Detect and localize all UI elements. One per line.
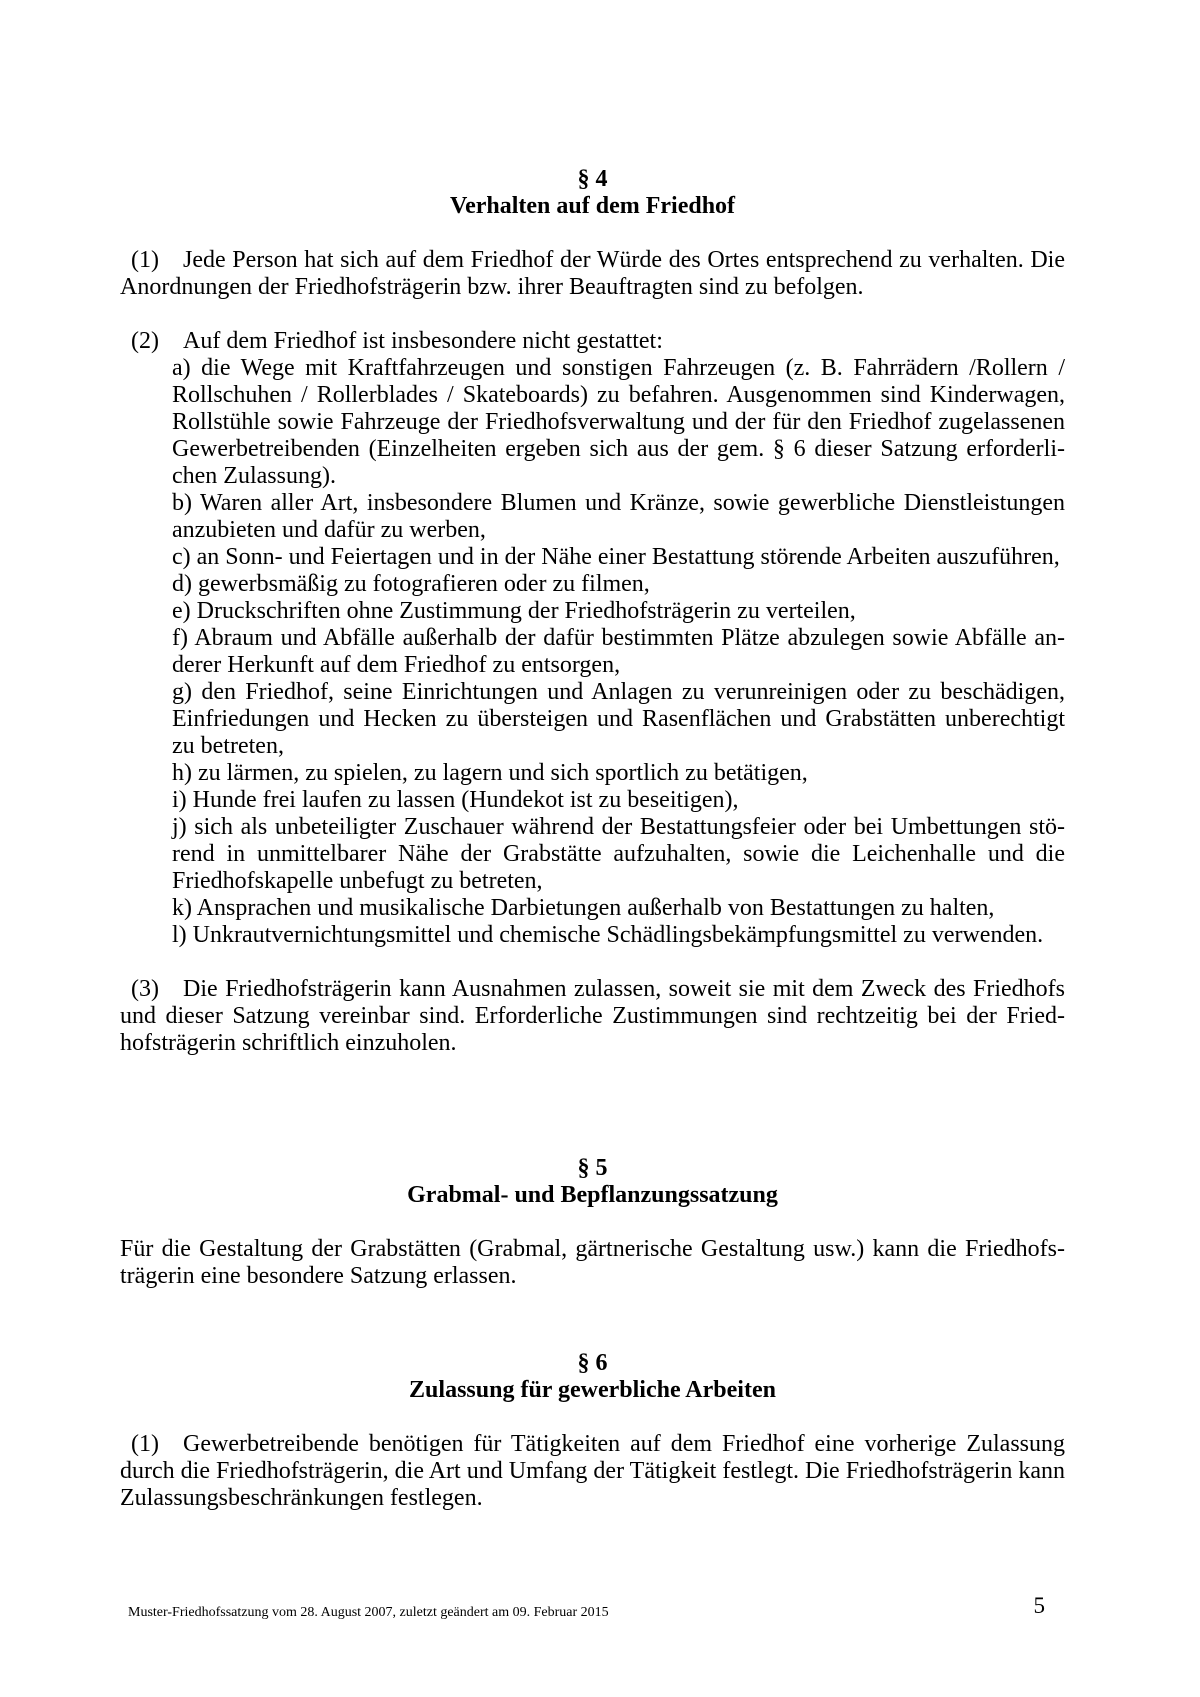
list-item-k: k) Ansprachen und musikalische Darbietungen außerhalb von Bestattungen zu halten, bbox=[172, 895, 995, 921]
list-item-i: i) Hunde frei laufen zu lassen (Hundekot ist zu beseitigen), bbox=[172, 787, 739, 813]
section-5-heading bbox=[120, 1155, 1065, 1209]
list-item-j: j) sich als unbeteiligter Zuschauer während der Bestattungsfeier oder bei Umbettungen stö-rend in unmittelbarer Nähe der Grabstätte aufzuhalten, sowie die Leichenhalle und die Friedhofskapelle unbefugt zu betreten, bbox=[172, 814, 1065, 894]
list-item-h: h) zu lärmen, zu spielen, zu lagern und sich sportlich zu betätigen, bbox=[172, 760, 808, 786]
section-4-number: § 4 bbox=[577, 166, 608, 192]
section-6-number: § 6 bbox=[577, 1350, 608, 1376]
section-4-heading bbox=[120, 166, 1065, 220]
paragraph-6-1-label: (1) bbox=[131, 1431, 159, 1457]
paragraph-6-1-text: Gewerbetreibende benötigen für Tätigkeiten auf dem Friedhof eine vorherige Zulassung durch die Friedhofsträgerin, die Art und Umfang der Tätigkeit festlegt. Die Friedhofsträgerin kann Zulassungsbeschränkungen festlegen. bbox=[120, 1431, 1065, 1511]
paragraph-4-3-label: (3) bbox=[131, 976, 159, 1002]
section-5-title: Grabmal- und Bepflanzungssatzung bbox=[407, 1182, 778, 1208]
list-item-c: c) an Sonn- und Feiertagen und in der Nähe einer Bestattung störende Arbeiten auszuführen, bbox=[172, 544, 1060, 570]
paragraph-6-1 bbox=[120, 1431, 1065, 1512]
paragraph-4-2-label: (2) bbox=[131, 328, 159, 354]
paragraph-4-3 bbox=[120, 976, 1065, 1057]
paragraph-5-1: Für die Gestaltung der Grabstätten (Grabmal, gärtnerische Gestaltung usw.) kann die Friedhofs-trägerin eine besondere Satzung erlassen. bbox=[120, 1236, 1065, 1289]
section-6-heading bbox=[120, 1350, 1065, 1404]
page-number: 5 bbox=[1033, 1593, 1045, 1618]
footer-text: Muster-Friedhofssatzung vom 28. August 2007, zuletzt geändert am 09. Februar 2015 bbox=[128, 1605, 609, 1620]
paragraph-4-2 bbox=[120, 328, 1065, 355]
section-5-number: § 5 bbox=[577, 1155, 608, 1181]
paragraph-4-1-label: (1) bbox=[131, 247, 159, 273]
list-item-l: l) Unkrautvernichtungsmittel und chemische Schädlingsbekämpfungsmittel zu verwenden. bbox=[172, 922, 1044, 948]
list-item-d: d) gewerbsmäßig zu fotografieren oder zu filmen, bbox=[172, 571, 650, 597]
list-item-f: f) Abraum und Abfälle außerhalb der dafür bestimmten Plätze abzulegen sowie Abfälle an-derer Herkunft auf dem Friedhof zu entsorgen, bbox=[172, 625, 1065, 678]
section-4-title: Verhalten auf dem Friedhof bbox=[449, 193, 736, 219]
paragraph-4-2-text: Auf dem Friedhof ist insbesondere nicht gestattet: bbox=[183, 328, 663, 354]
paragraph-4-1-text: Jede Person hat sich auf dem Friedhof der Würde des Ortes entsprechend zu verhalten. Die Anordnungen der Friedhofsträgerin bzw. ihrer Beauftragten sind zu befolgen. bbox=[120, 247, 1065, 300]
page-content bbox=[120, 0, 1065, 1512]
list-item-a: a) die Wege mit Kraftfahrzeugen und sonstigen Fahrzeugen (z. B. Fahrrädern /Rollern / Rollschuhen / Rollerblades / Skateboards) zu befahren. Ausgenommen sind Kinderwagen, Rollstühle sowie Fahrzeuge der Friedhofsverwaltung und der für den Friedhof zugelassenen Gewerbetreibenden (Einzelheiten ergeben sich aus der gem. § 6 dieser Satzung erforderli-chen Zulassung). bbox=[172, 355, 1065, 489]
paragraph-4-3-text: Die Friedhofsträgerin kann Ausnahmen zulassen, soweit sie mit dem Zweck des Friedhofs und dieser Satzung vereinbar sind. Erforderliche Zustimmungen sind rechtzeitig bei der Fried-hofsträgerin schriftlich einzuholen. bbox=[120, 976, 1065, 1056]
paragraph-4-1 bbox=[120, 247, 1065, 301]
list-item-e: e) Druckschriften ohne Zustimmung der Friedhofsträgerin zu verteilen, bbox=[172, 598, 856, 624]
section-6-title: Zulassung für gewerbliche Arbeiten bbox=[409, 1377, 776, 1403]
list-item-b: b) Waren aller Art, insbesondere Blumen und Kränze, sowie gewerbliche Dienstleistungen anzubieten und dafür zu werben, bbox=[172, 490, 1065, 543]
list-item-g: g) den Friedhof, seine Einrichtungen und Anlagen zu verunreinigen oder zu beschädigen, Einfriedungen und Hecken zu übersteigen und Rasenflächen und Grabstätten unberechtigt zu betreten, bbox=[172, 679, 1065, 759]
